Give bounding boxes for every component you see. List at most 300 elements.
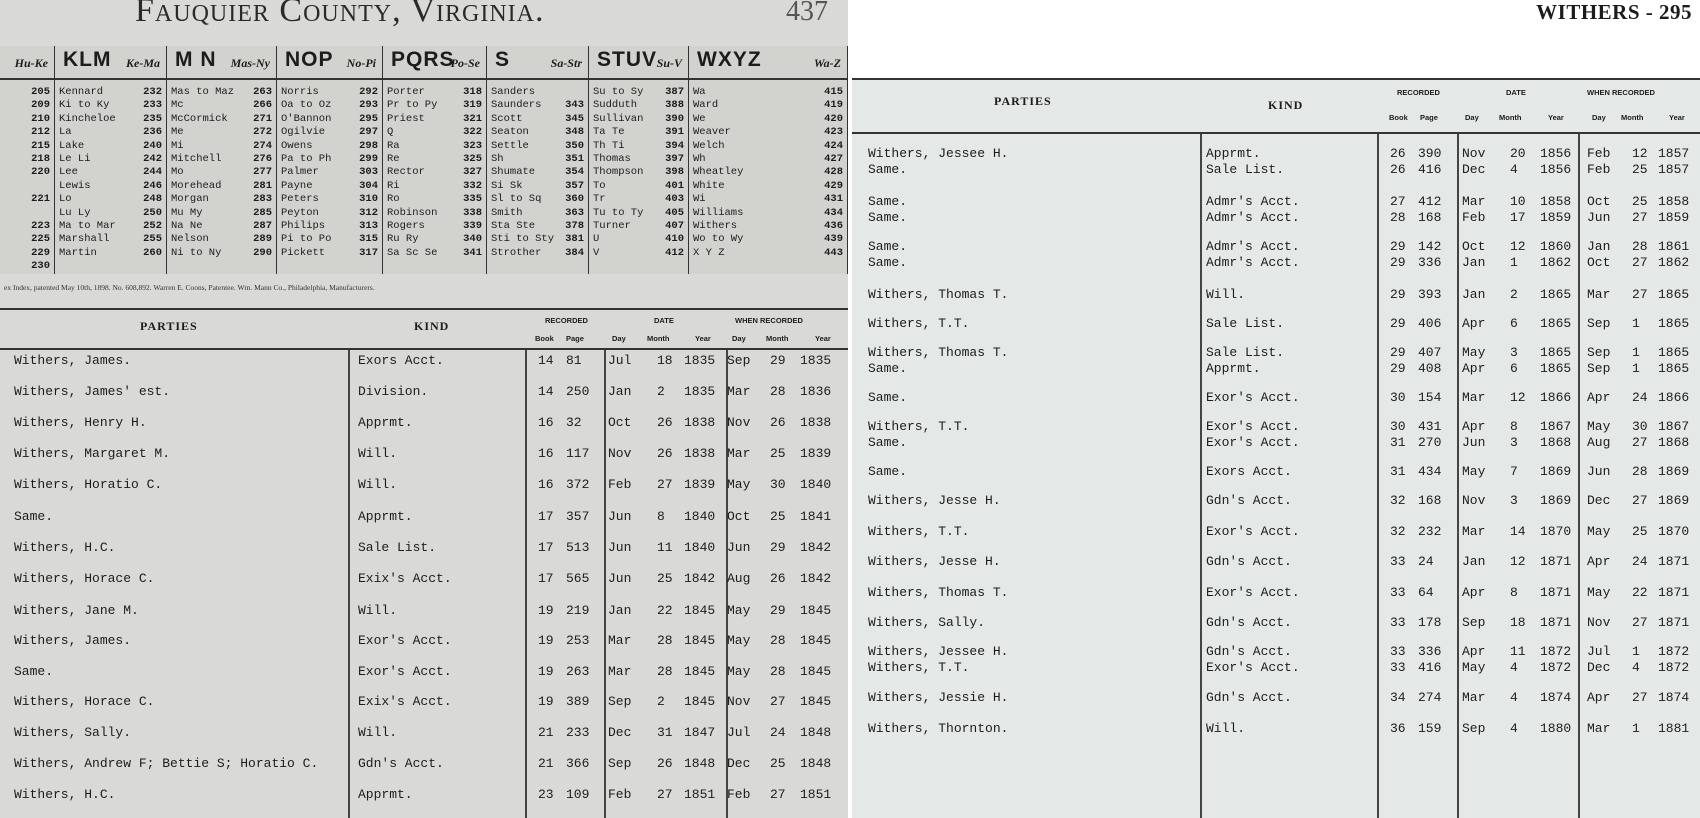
index-entry-name: Wi — [693, 193, 706, 206]
recorded-year: 1851 — [800, 787, 832, 802]
date-day: Jun — [608, 571, 632, 586]
index-entry — [0, 153, 54, 166]
county-title: Fauquier County, Virginia. — [135, 0, 545, 29]
date-month: 18 — [1510, 615, 1526, 630]
index-entry-page: 218 — [31, 152, 50, 165]
index-entry — [689, 140, 847, 153]
book-number: 30 — [1390, 390, 1406, 405]
index-entry — [487, 126, 588, 139]
party-name: Withers, Sally. — [868, 615, 986, 630]
date-month: 12 — [1510, 239, 1526, 254]
party-name: Same. — [868, 162, 908, 177]
record-kind: Gdn's Acct. — [358, 756, 444, 771]
date-day: Mar — [1462, 690, 1486, 705]
date-month: 26 — [657, 446, 673, 461]
index-entry-page: 405 — [665, 206, 684, 219]
recorded-year: 1861 — [1658, 239, 1690, 254]
index-entry-name: Pi to Po — [281, 233, 332, 246]
index-column — [589, 46, 689, 274]
book-number: 29 — [1390, 361, 1406, 376]
index-entry — [167, 233, 276, 246]
index-entry-name: Sti to Sty — [491, 233, 555, 246]
recorded-day: Nov — [727, 415, 751, 430]
recorded-month: 27 — [1632, 210, 1648, 225]
book-number: 36 — [1390, 721, 1406, 736]
party-name: Withers, Horace C. — [14, 694, 155, 709]
index-entry-name: Priest — [387, 112, 425, 125]
party-name: Same. — [868, 361, 908, 376]
record-kind: Gdn's Acct. — [1206, 554, 1292, 569]
index-entry-page: 391 — [665, 126, 684, 139]
date-day: Feb — [608, 787, 632, 802]
date-year: 1845 — [684, 664, 716, 679]
date-month: 28 — [657, 633, 673, 648]
column-rule — [1457, 134, 1459, 818]
date-month: 17 — [1510, 210, 1526, 225]
index-entry-name: Norris — [281, 86, 319, 98]
index-entry-name: Strother — [491, 246, 542, 259]
party-name: Same. — [868, 464, 908, 479]
record-kind: Exor's Acct. — [1206, 585, 1300, 600]
index-entry — [0, 193, 54, 206]
index-entry-page: 252 — [143, 219, 162, 232]
index-entry-name: Si Sk — [491, 179, 523, 192]
date-day: May — [1462, 464, 1486, 479]
page-number: 154 — [1418, 390, 1442, 405]
index-entry — [167, 99, 276, 112]
left-table-header — [0, 308, 848, 350]
index-entry — [487, 166, 588, 179]
date-year: 1845 — [684, 603, 716, 618]
date-year: 1874 — [1540, 690, 1572, 705]
page-number: 219 — [566, 603, 590, 618]
index-entry — [55, 220, 166, 233]
party-name: Withers, Jessee H. — [868, 146, 1009, 161]
index-entry — [0, 247, 54, 260]
index-entry-page: 327 — [463, 166, 482, 179]
date-day: Jan — [608, 384, 632, 399]
date-month: 2 — [657, 384, 665, 399]
index-entry-page: 287 — [253, 219, 272, 232]
index-entry — [589, 193, 688, 206]
month-subheader: Month — [647, 334, 670, 343]
index-entry-page: 431 — [824, 193, 843, 206]
index-range: Sa-Str — [550, 56, 582, 70]
index-range: No-Pi — [346, 56, 376, 70]
rec-month-subheader: Month — [1621, 113, 1644, 122]
date-month: 22 — [657, 603, 673, 618]
index-entry — [487, 153, 588, 166]
index-entry-page: 242 — [143, 152, 162, 165]
index-entry — [383, 113, 486, 126]
index-entry-name: Robinson — [387, 206, 438, 219]
index-entry-name: V — [593, 246, 600, 259]
index-entry-page: 289 — [253, 233, 272, 246]
recorded-month: 25 — [770, 509, 786, 524]
recorded-day: Oct — [727, 509, 751, 524]
index-entry — [689, 99, 847, 112]
book-number: 33 — [1390, 585, 1406, 600]
index-entry-name: Payne — [281, 179, 313, 192]
index-entry-page: 313 — [359, 219, 378, 232]
index-entry-name: Ma to Mar — [59, 219, 116, 232]
recorded-month: 27 — [770, 694, 786, 709]
index-entry-name: Peters — [281, 193, 319, 206]
recorded-year: 1865 — [1658, 287, 1690, 302]
index-entry-name: Lake — [59, 139, 85, 152]
date-year: 1858 — [1540, 194, 1572, 209]
recorded-day: May — [1587, 585, 1611, 600]
index-entry-page: 233 — [143, 99, 162, 112]
index-entry — [0, 260, 54, 273]
record-kind: Exor's Acct. — [358, 633, 452, 648]
party-name: Same. — [14, 509, 54, 524]
record-kind: Exor's Acct. — [358, 664, 452, 679]
date-year: 1838 — [684, 446, 716, 461]
page-number: 232 — [1418, 524, 1442, 539]
index-entry — [487, 193, 588, 206]
index-entry — [277, 233, 382, 246]
index-entry-name: Sl to Sq — [491, 193, 542, 206]
date-header: DATE — [654, 316, 674, 325]
date-year: 1839 — [684, 477, 716, 492]
index-entry-name: Wheatley — [693, 166, 744, 179]
index-entry — [277, 220, 382, 233]
when-recorded-header: WHEN RECORDED — [1587, 88, 1655, 97]
index-entry — [487, 220, 588, 233]
index-entry-name: Thomas — [593, 152, 631, 165]
book-number: 31 — [1390, 464, 1406, 479]
record-kind: Gdn's Acct. — [1206, 690, 1292, 705]
book-number: 19 — [538, 633, 554, 648]
date-year: 1862 — [1540, 255, 1572, 270]
index-entry — [55, 233, 166, 246]
date-day: Mar — [1462, 390, 1486, 405]
recorded-day: Jul — [727, 725, 751, 740]
index-letters: S — [495, 48, 511, 71]
index-letters: NOP — [285, 48, 334, 71]
index-entry-page: 387 — [665, 86, 684, 98]
index-column — [487, 46, 589, 274]
date-day: Apr — [1462, 644, 1486, 659]
record-kind: Apprmt. — [1206, 146, 1261, 161]
index-entry — [0, 113, 54, 126]
index-entry — [487, 233, 588, 246]
index-entry — [167, 207, 276, 220]
index-entry-name: Weaver — [693, 126, 731, 139]
date-day: Mar — [608, 664, 632, 679]
index-entry-page: 401 — [665, 179, 684, 192]
date-month: 20 — [1510, 146, 1526, 161]
page-number: 408 — [1418, 361, 1442, 376]
recorded-month: 27 — [1632, 690, 1648, 705]
index-column-header — [277, 46, 382, 80]
index-entry-name: O'Bannon — [281, 112, 332, 125]
book-number: 29 — [1390, 239, 1406, 254]
index-entry-page: 255 — [143, 233, 162, 246]
index-entry-name: U — [593, 233, 600, 246]
index-entry-name: Nelson — [171, 233, 209, 246]
index-entry — [589, 180, 688, 193]
date-year: 1845 — [684, 633, 716, 648]
index-entry-name: Pickett — [281, 246, 326, 259]
record-kind: Gdn's Acct. — [1206, 615, 1292, 630]
index-entry — [277, 260, 382, 273]
index-entry-name: Marshall — [59, 233, 110, 246]
record-kind: Sale List. — [1206, 162, 1285, 177]
index-entry-page: 321 — [463, 112, 482, 125]
recorded-day: Nov — [1587, 615, 1611, 630]
page-number: 390 — [1418, 146, 1442, 161]
index-entry-name: Mc — [171, 99, 184, 112]
recorded-year: 1857 — [1658, 162, 1690, 177]
date-year: 1871 — [1540, 615, 1572, 630]
party-name: Withers, James' est. — [14, 384, 171, 399]
record-kind: Will. — [358, 725, 398, 740]
record-kind: Apprmt. — [358, 415, 413, 430]
recorded-day: Feb — [1587, 146, 1611, 161]
recorded-year: 1872 — [1658, 644, 1690, 659]
index-entry — [487, 86, 588, 99]
index-entry — [589, 207, 688, 220]
recorded-year: 1867 — [1658, 419, 1690, 434]
index-entry-name: Sta Ste — [491, 219, 536, 232]
record-kind: Will. — [358, 446, 398, 461]
when-recorded-header: WHEN RECORDED — [735, 316, 803, 325]
date-month: 27 — [657, 477, 673, 492]
page-number: 32 — [566, 415, 582, 430]
page-number: 117 — [566, 446, 590, 461]
recorded-year: 1881 — [1658, 721, 1690, 736]
index-entry-page: 394 — [665, 139, 684, 152]
page-number: 357 — [566, 509, 590, 524]
recorded-year: 1871 — [1658, 615, 1690, 630]
record-kind: Exor's Acct. — [1206, 660, 1300, 675]
index-entry-name: Owens — [281, 139, 313, 152]
index-entry-page: 230 — [31, 260, 50, 273]
index-entry-name: Mi — [171, 139, 184, 152]
index-entry — [55, 260, 166, 273]
recorded-day: May — [727, 664, 751, 679]
party-name: Same. — [868, 435, 908, 450]
recorded-month: 24 — [1632, 554, 1648, 569]
date-month: 6 — [1510, 361, 1518, 376]
date-month: 3 — [1510, 435, 1518, 450]
recorded-day: Feb — [727, 787, 751, 802]
index-entry — [277, 207, 382, 220]
index-entry-name: Shumate — [491, 166, 536, 179]
date-year: 1851 — [684, 787, 716, 802]
date-year: 1860 — [1540, 239, 1572, 254]
index-entry-name: Martin — [59, 246, 97, 259]
index-entry-name: Philips — [281, 219, 326, 232]
party-name: Withers, T.T. — [868, 660, 970, 675]
index-entry — [383, 126, 486, 139]
recorded-month: 26 — [770, 571, 786, 586]
rec-day-subheader: Day — [1592, 113, 1606, 122]
index-entry-name: Ro — [387, 193, 400, 206]
recorded-year: 1842 — [800, 540, 832, 555]
date-month: 7 — [1510, 464, 1518, 479]
index-entry-name: Tr — [593, 193, 606, 206]
recorded-month: 4 — [1632, 660, 1640, 675]
recorded-month: 1 — [1632, 316, 1640, 331]
index-entry — [167, 193, 276, 206]
index-entry — [383, 260, 486, 273]
index-column-header — [589, 46, 688, 80]
date-month: 3 — [1510, 345, 1518, 360]
party-name: Same. — [868, 194, 908, 209]
index-entry-name: Lewis — [59, 179, 91, 192]
date-month: 6 — [1510, 316, 1518, 331]
index-entry-name: McCormick — [171, 112, 228, 125]
party-name: Withers, T.T. — [868, 524, 970, 539]
recorded-year: 1848 — [800, 756, 832, 771]
party-name: Withers, Jessie H. — [868, 690, 1009, 705]
index-entry-name: Wa — [693, 86, 706, 98]
index-entry — [0, 99, 54, 112]
recorded-year: 1845 — [800, 694, 832, 709]
index-letters: M N — [175, 48, 217, 71]
page-number: 159 — [1418, 721, 1442, 736]
date-day: Sep — [1462, 615, 1486, 630]
index-entry — [589, 153, 688, 166]
recorded-year: 1869 — [1658, 493, 1690, 508]
recorded-month: 28 — [1632, 464, 1648, 479]
date-year: 1869 — [1540, 464, 1572, 479]
date-day: Nov — [1462, 493, 1486, 508]
rec-year-subheader: Year — [815, 334, 831, 343]
date-month: 11 — [1510, 644, 1526, 659]
index-entry-name: Q — [387, 126, 394, 139]
book-number: 32 — [1390, 493, 1406, 508]
index-letters: KLM — [63, 48, 112, 71]
index-entry — [589, 233, 688, 246]
index-entry-page: 285 — [253, 206, 272, 219]
index-range: Hu-Ke — [14, 56, 48, 70]
recorded-year: 1858 — [1658, 194, 1690, 209]
index-entry-page: 351 — [565, 152, 584, 165]
page-number: 168 — [1418, 210, 1442, 225]
record-kind: Exor's Acct. — [1206, 390, 1300, 405]
recorded-month: 12 — [1632, 146, 1648, 161]
index-entry — [689, 207, 847, 220]
index-entry — [277, 193, 382, 206]
date-year: 1840 — [684, 509, 716, 524]
index-entry-page: 323 — [463, 139, 482, 152]
recorded-year: 1835 — [800, 353, 832, 368]
index-entry-page: 384 — [565, 246, 584, 259]
month-subheader: Month — [1499, 113, 1522, 122]
index-entry-page: 225 — [31, 233, 50, 246]
date-year: 1848 — [684, 756, 716, 771]
date-day: May — [1462, 660, 1486, 675]
date-day: Feb — [1462, 210, 1486, 225]
date-month: 28 — [657, 664, 673, 679]
index-column-header — [0, 46, 54, 80]
recorded-year: 1836 — [800, 384, 832, 399]
kind-header: KIND — [414, 319, 450, 333]
recorded-year: 1870 — [1658, 524, 1690, 539]
index-entry — [167, 113, 276, 126]
recorded-year: 1865 — [1658, 345, 1690, 360]
index-entry-name: Le Li — [59, 152, 91, 165]
page-number: 431 — [1418, 419, 1442, 434]
index-entry — [487, 247, 588, 260]
record-kind: Exor's Acct. — [1206, 524, 1300, 539]
date-year: 1838 — [684, 415, 716, 430]
party-name: Withers, H.C. — [14, 540, 116, 555]
index-entry-page: 428 — [824, 166, 843, 179]
date-year: 1865 — [1540, 345, 1572, 360]
date-year: 1872 — [1540, 644, 1572, 659]
page-header: WITHERS - 295 — [1536, 0, 1692, 24]
page-number: 142 — [1418, 239, 1442, 254]
index-entry — [55, 193, 166, 206]
book-number: 30 — [1390, 419, 1406, 434]
index-entry-page: 274 — [253, 139, 272, 152]
index-entry — [0, 220, 54, 233]
book-number: 33 — [1390, 554, 1406, 569]
record-kind: Will. — [358, 603, 398, 618]
page-number: 565 — [566, 571, 590, 586]
recorded-day: May — [727, 603, 751, 618]
date-month: 26 — [657, 756, 673, 771]
date-year: 1835 — [684, 353, 716, 368]
index-entry-name: Ward — [693, 99, 719, 112]
index-entry — [383, 207, 486, 220]
recorded-day: May — [1587, 419, 1611, 434]
index-entry-page: 410 — [665, 233, 684, 246]
index-entry — [383, 99, 486, 112]
page-number: 336 — [1418, 255, 1442, 270]
page-number: 416 — [1418, 660, 1442, 675]
book-subheader: Book — [535, 334, 554, 343]
date-day: Jun — [1462, 435, 1486, 450]
index-entry-name: X Y Z — [693, 246, 725, 259]
index-entry-page: 298 — [359, 139, 378, 152]
recorded-year: 1874 — [1658, 690, 1690, 705]
index-entry — [0, 207, 54, 220]
date-day: May — [1462, 345, 1486, 360]
index-entry-page: 229 — [31, 246, 50, 259]
date-day: Apr — [1462, 316, 1486, 331]
date-month: 10 — [1510, 194, 1526, 209]
index-letters: PQRS — [391, 48, 455, 71]
date-day: Mar — [608, 633, 632, 648]
index-entry-name: Tu to Ty — [593, 206, 644, 219]
book-number: 14 — [538, 384, 554, 399]
party-name: Withers, Jesse H. — [868, 554, 1001, 569]
left-table-body — [0, 350, 848, 818]
recorded-month: 25 — [770, 446, 786, 461]
recorded-day: Apr — [1587, 390, 1611, 405]
index-entry-page: 390 — [665, 112, 684, 125]
recorded-month: 25 — [1632, 194, 1648, 209]
index-entry-name: Ru Ry — [387, 233, 419, 246]
index-entry-name: Peyton — [281, 206, 319, 219]
index-entry-page: 317 — [359, 246, 378, 259]
index-entry — [383, 86, 486, 99]
year-subheader: Year — [695, 334, 711, 343]
index-entry-page: 276 — [253, 152, 272, 165]
index-entry — [383, 193, 486, 206]
index-entry-name: Su to Sy — [593, 86, 644, 98]
party-name: Withers, Jane M. — [14, 603, 139, 618]
recorded-day: Aug — [727, 571, 751, 586]
record-kind: Apprmt. — [358, 787, 413, 802]
index-entry — [55, 247, 166, 260]
